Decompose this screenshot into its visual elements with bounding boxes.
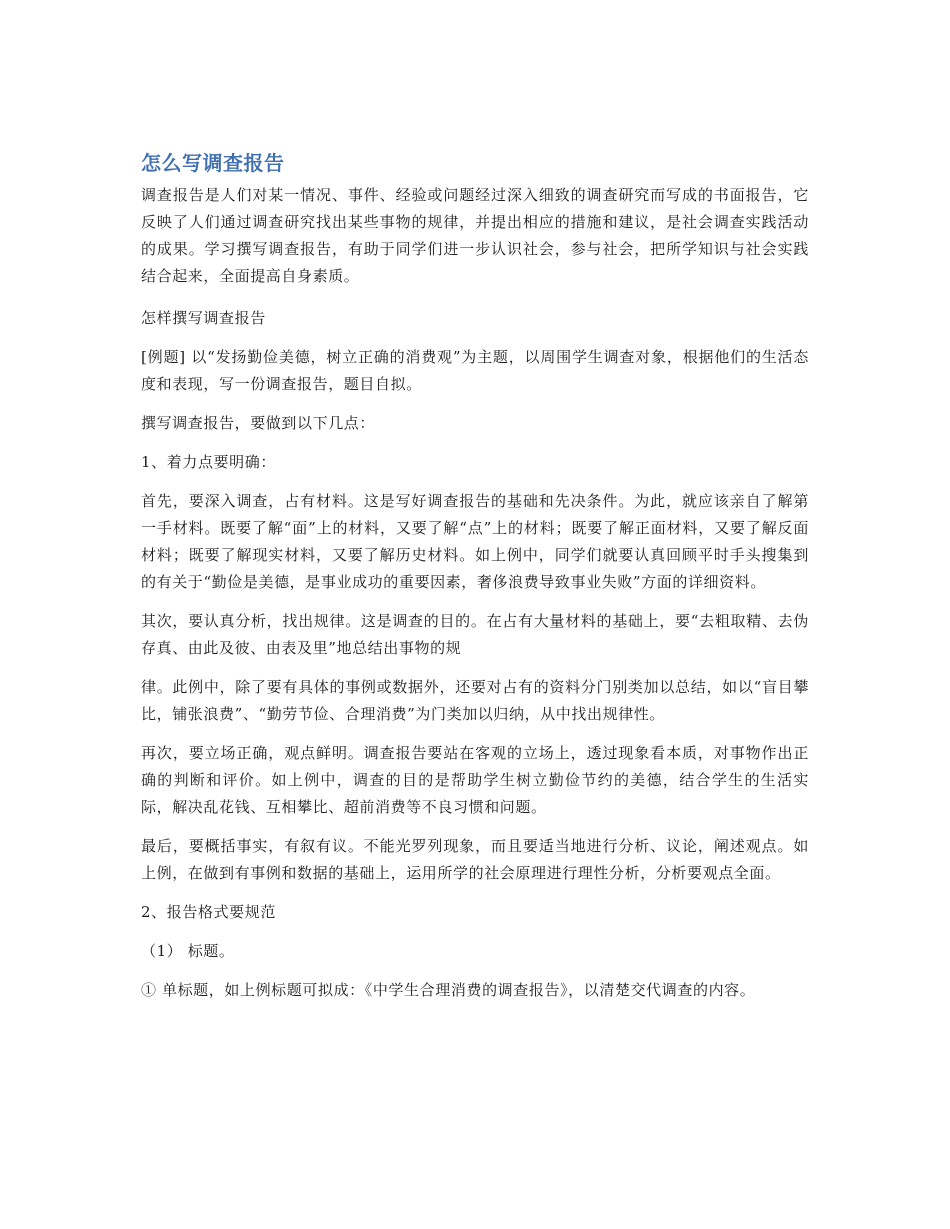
second-point-paragraph: 其次，要认真分析，找出规律。这是调查的目的。在占有大量材料的基础上，要“去粗取精、去伪存真、由此及彼、由表及里”地总结出事物的规: [141, 612, 809, 657]
fourth-point-paragraph: 最后，要概括事实，有叙有议。不能光罗列现象，而且要适当地进行分析、议论，阐述观点。如上例，在做到有事例和数据的基础上，运用所学的社会原理进行理性分析，分析要观点全面。: [141, 837, 809, 882]
section-heading-how-to-write: 怎样撰写调查报告: [141, 309, 266, 327]
title-subheading: （1） 标题。: [141, 942, 235, 960]
point-1-heading: 1、着力点要明确：: [141, 453, 276, 471]
third-point-paragraph: 再次，要立场正确，观点鲜明。调查报告要站在客观的立场上，透过现象看本质，对事物作出正确的判断和评价。如上例中，调查的目的是帮助学生树立勤俭节约的美德，结合学生的生活实际，解决乱花钱、互相攀比、超前消费等不良习惯和问题。: [141, 744, 809, 816]
single-title-paragraph: ① 单标题，如上例标题可拟成：《中学生合理消费的调查报告》，以清楚交代调查的内容。: [141, 981, 756, 999]
example-paragraph: [例题] 以“发扬勤俭美德，树立正确的消费观”为主题，以周围学生调查对象，根据他们的生活态度和表现，写一份调查报告，题目自拟。: [141, 348, 809, 393]
first-point-paragraph: 首先，要深入调查，占有材料。这是写好调查报告的基础和先决条件。为此，就应该亲自了解第一手材料。既要了解“面”上的材料，又要了解“点”上的材料；既要了解正面材料，又要了解反面材料；既要了解现实材料，又要了解历史材料。如上例中，同学们就要认真回顾平时手头搜集到的有关于“勤俭是美德，是事业成功的重要因素，奢侈浪费导致事业失败”方面的详细资料。: [141, 492, 809, 591]
document-page: [141, 148, 809, 1016]
points-intro: 撰写调查报告，要做到以下几点：: [141, 414, 376, 432]
document-title: 怎么写调查报告: [141, 151, 285, 175]
point-2-heading: 2、报告格式要规范: [141, 903, 276, 921]
second-point-continued: 律。此例中，除了要有具体的事例或数据外，还要对占有的资料分门别类加以总结，如以“盲目攀比，铺张浪费”、“勤劳节俭、合理消费”为门类加以归纳，从中找出规律性。: [141, 678, 809, 723]
intro-paragraph: 调查报告是人们对某一情况、事件、经验或问题经过深入细致的调查研究而写成的书面报告，它反映了人们通过调查研究找出某些事物的规律，并提出相应的措施和建议，是社会调查实践活动的成果。学习撰写调查报告，有助于同学们进一步认识社会，参与社会，把所学知识与社会实践结合起来，全面提高自身素质。: [141, 186, 809, 285]
